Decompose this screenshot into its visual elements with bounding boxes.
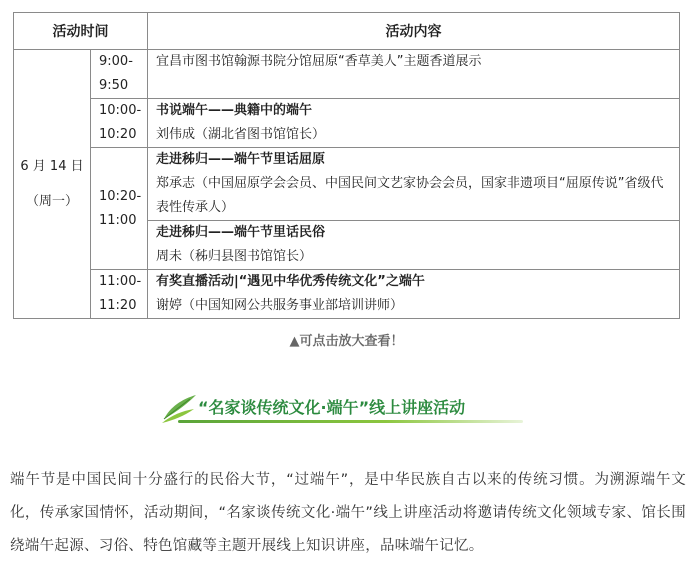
time-cell xyxy=(91,50,148,99)
time-cell xyxy=(91,148,148,270)
content-cell xyxy=(148,99,680,148)
content-desc: 刘伟成（湖北省图书馆馆长） xyxy=(156,127,326,142)
banner-title: “名家谈传统文化·端午”线上讲座活动 xyxy=(198,398,466,417)
time-cell xyxy=(91,99,148,148)
content-cell xyxy=(148,148,680,270)
date-text: 6 月 14 日 xyxy=(20,159,84,174)
header-content: 活动内容 xyxy=(148,13,680,50)
table-row xyxy=(14,148,680,270)
table-row xyxy=(14,270,680,319)
content-desc: 谢婷（中国知网公共服务事业部培训讲师） xyxy=(156,298,404,313)
time-end: 11:00 xyxy=(99,212,137,228)
content-cell xyxy=(148,50,680,99)
time-start: 11:00- xyxy=(99,274,142,289)
time-start: 10:00- xyxy=(99,103,142,118)
content-title: 有奖直播活动|“遇见中华优秀传统文化”之端午 xyxy=(156,274,425,289)
content-desc: 郑承志（中国屈原学会会员、中国民间文艺家协会会员，国家非遗项目“屈原传说”省级代表性传承人） xyxy=(156,176,664,215)
content-title: 走进秭归——端午节里话屈原 xyxy=(156,152,326,167)
date-cell xyxy=(14,50,91,319)
weekday-text: （周一） xyxy=(25,194,78,209)
banner-underline xyxy=(178,420,523,423)
table-header-row xyxy=(14,13,680,50)
content-block xyxy=(148,221,679,269)
time-start: 9:00- xyxy=(99,54,133,69)
time-end: 10:20 xyxy=(99,127,137,142)
table-row xyxy=(14,50,680,99)
intro-paragraph: 端午节是中国民间十分盛行的民俗大节，“过端午”，是中华民族自古以来的传统习惯。为溯源端午文化，传承家国情怀，活动期间，“名家谈传统文化·端午”线上讲座活动将邀请传统文化领域专家、馆长围绕端午起源、习俗、特色馆藏等主题开展线上知识讲座，品味端午记忆。 xyxy=(10,472,686,554)
table-row xyxy=(14,99,680,148)
content-cell xyxy=(148,270,680,319)
zoom-caption: ▲可点击放大查看！ xyxy=(289,334,404,349)
section-banner xyxy=(160,387,530,427)
content-title: 走进秭归——端午节里话民俗 xyxy=(156,225,326,240)
time-end: 9:50 xyxy=(99,78,129,93)
time-start: 10:20- xyxy=(99,188,142,204)
header-time: 活动时间 xyxy=(14,13,148,50)
content-title: 书说端午——典籍中的端午 xyxy=(156,103,313,118)
time-cell xyxy=(91,270,148,319)
time-end: 11:20 xyxy=(99,298,137,313)
content-desc: 宜昌市图书馆翰源书院分馆屈原“香草美人”主题香道展示 xyxy=(156,54,482,69)
schedule-table xyxy=(13,12,680,319)
content-block xyxy=(148,148,679,221)
content-desc: 周未（秭归县图书馆馆长） xyxy=(156,249,313,264)
